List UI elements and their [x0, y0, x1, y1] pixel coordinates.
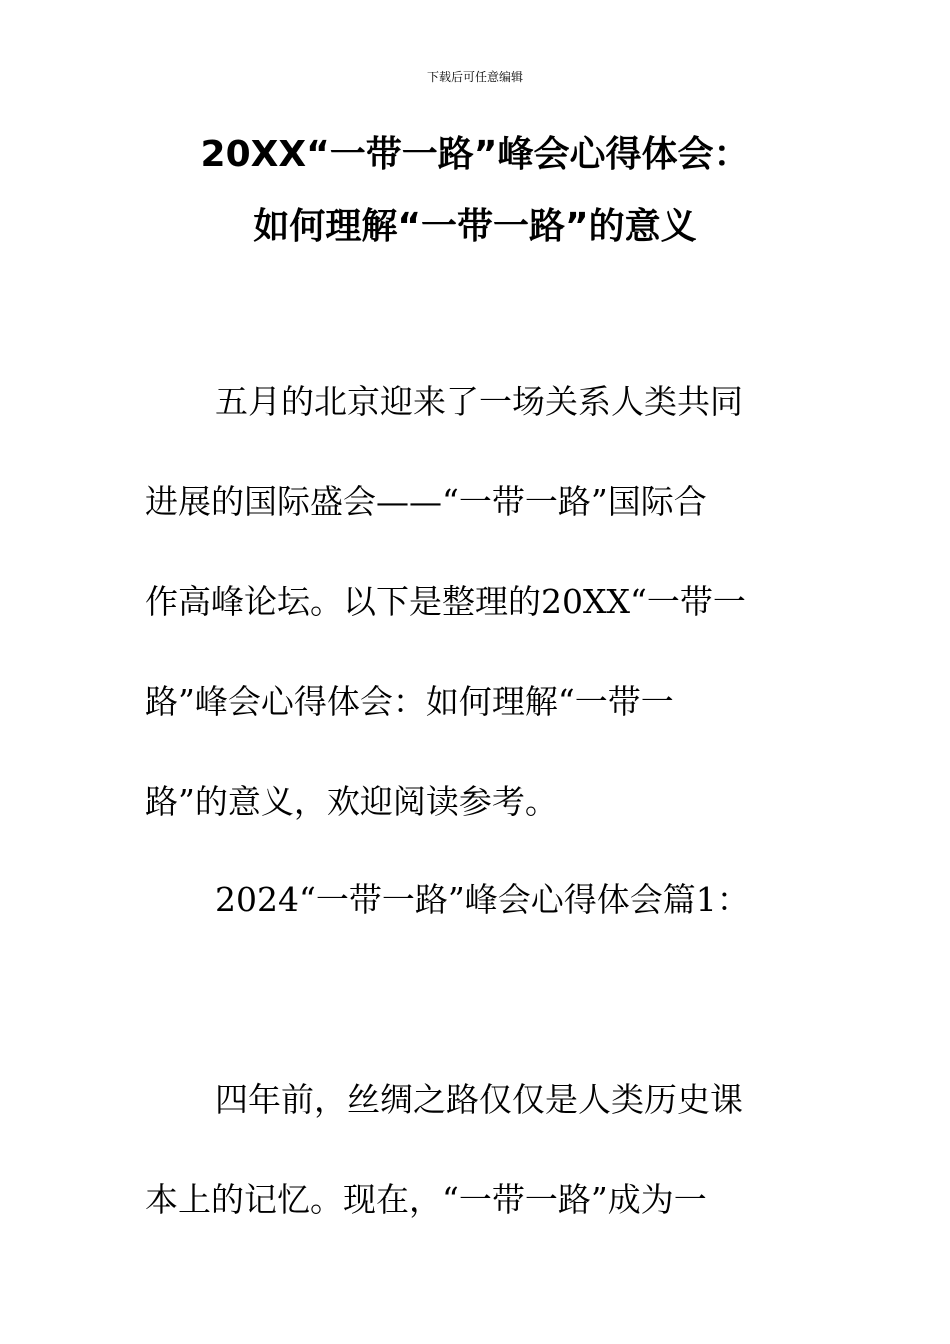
body-line: 四年前，丝绸之路仅仅是人类历史课 [215, 1080, 743, 1119]
body-line: 本上的记忆。现在，“一带一路”成为一 [145, 1180, 707, 1219]
body-line: 作高峰论坛。以下是整理的20XX“一带一 [145, 582, 746, 621]
title-line-2: 如何理解“一带一路”的意义 [253, 206, 697, 247]
body-line: 路”的意义，欢迎阅读参考。 [145, 782, 558, 821]
section-heading: 2024“一带一路”峰会心得体会篇1： [215, 880, 750, 919]
body-line: 进展的国际盛会——“一带一路”国际合 [145, 482, 707, 521]
body-line: 五月的北京迎来了一场关系人类共同 [215, 382, 743, 421]
header-note: 下载后可任意编辑 [426, 70, 523, 84]
body-line: 路”峰会心得体会：如何理解“一带一 [145, 682, 674, 721]
title-line-1: 20XX“一带一路”峰会心得体会： [200, 134, 750, 175]
